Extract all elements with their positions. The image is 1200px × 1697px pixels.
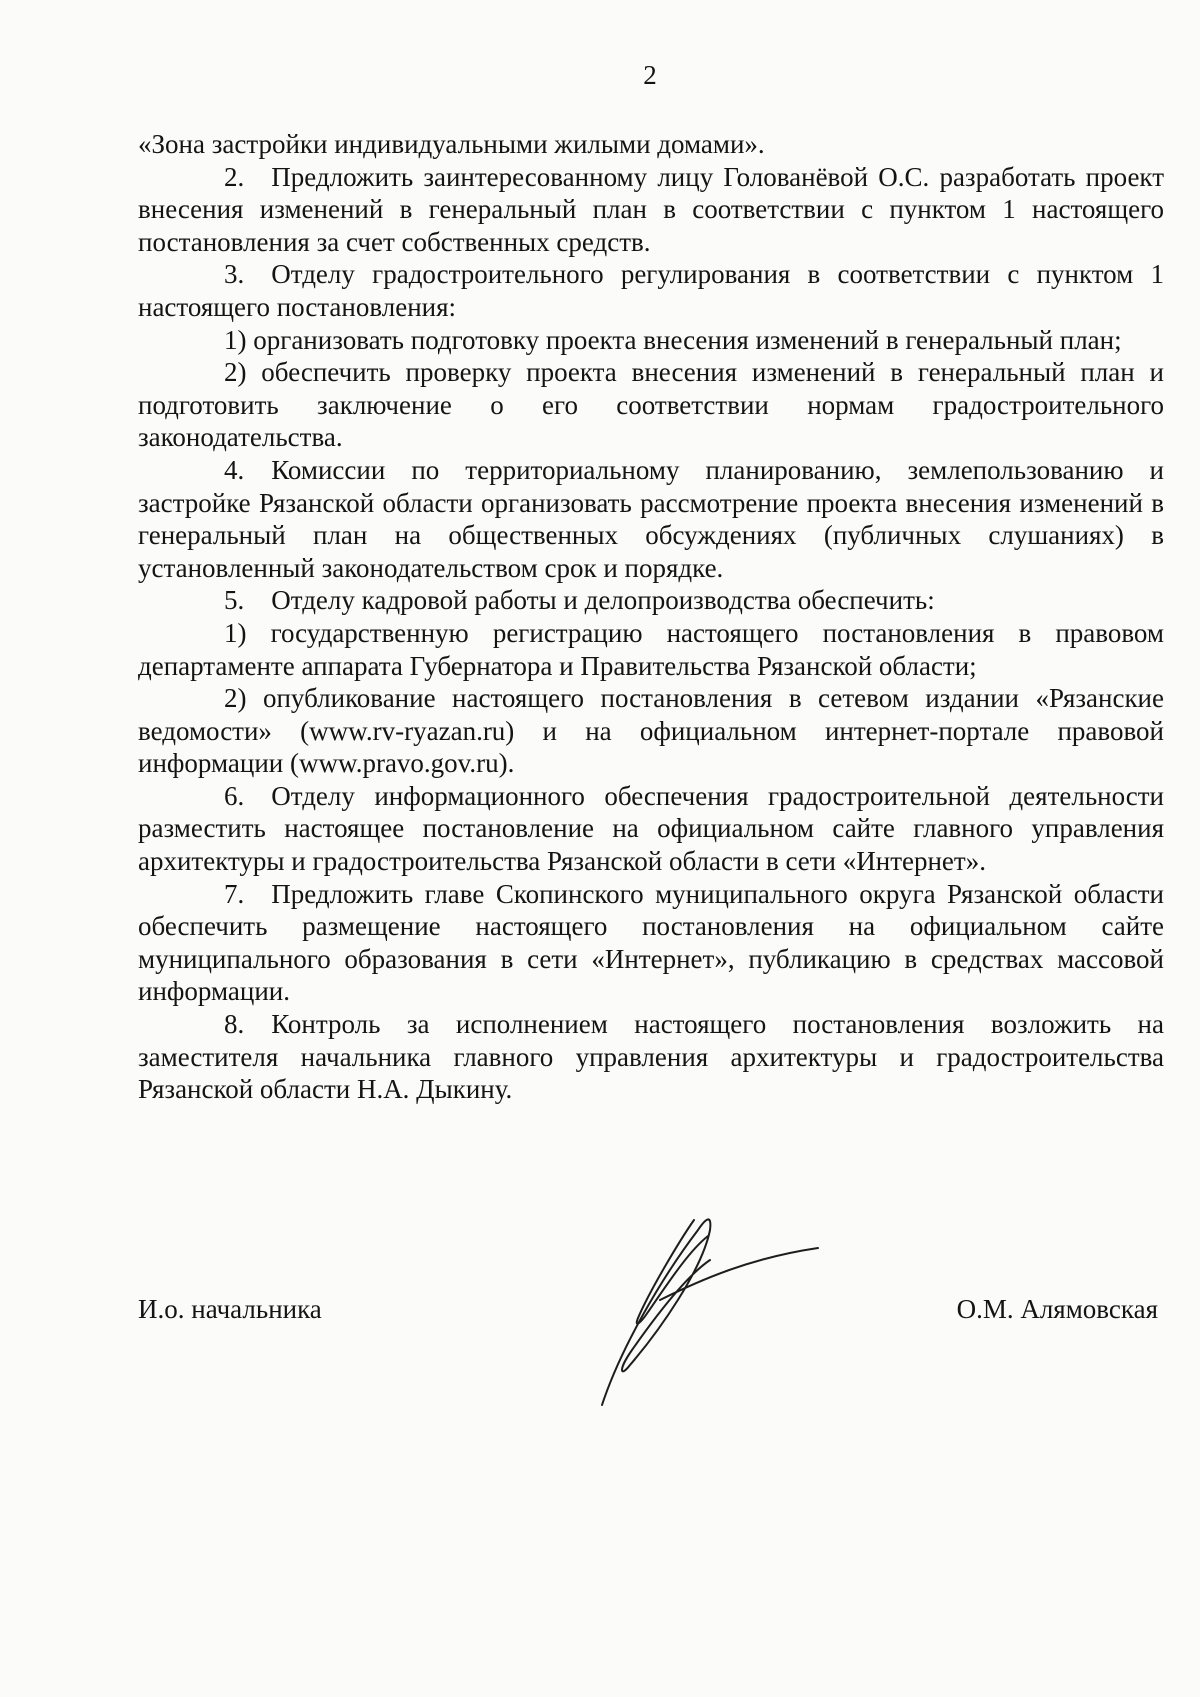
signer-name: О.М. Алямовская (956, 1294, 1158, 1324)
paragraph-item-7: 7. Предложить главе Скопинского муниципального округа Рязанской области обеспечить размещение настоящего постановления на официальном сайте муниципального образования в сети «Интернет», публикацию в средствах массовой информации. (138, 878, 1164, 1007)
paragraph-item-6: 6. Отделу информационного обеспечения градостроительной деятельности разместить настоящее постановление на официальном сайте главного управления архитектуры и градостроительства Рязанской области в сети «Интернет». (138, 780, 1164, 877)
handwritten-signature (590, 1200, 820, 1410)
paragraph-item-8: 8. Контроль за исполнением настоящего постановления возложить на заместителя начальника главного управления архитектуры и градостроительства Рязанской области Н.А. Дыкину. (138, 1009, 1164, 1105)
document-body (138, 128, 1164, 1106)
signature-stroke-main (602, 1219, 710, 1405)
paragraph-item-5: 5. Отделу кадровой работы и делопроизводства обеспечить: (224, 585, 935, 616)
paragraph-item-3-sub-1: 1) организовать подготовку проекта внесения изменений в генеральный план; (224, 324, 1122, 355)
paragraph-item-2: 2. Предложить заинтересованному лицу Голованёвой О.С. разработать проект внесения изменений в генеральный план в соответствии с пунктом 1 настоящего постановления за счет собственных средств. (138, 161, 1164, 257)
paragraph-item-5-sub-2: 2) опубликование настоящего постановления в сетевом издании «Рязанские ведомости» (www.rv-ryazan.ru) и на официальном интернет-портале правовой информации (www.pravo.gov.ru). (138, 683, 1164, 779)
paragraph-item-4: 4. Комиссии по территориальному планированию, землепользованию и застройке Рязанской области организовать рассмотрение проекта внесения изменений в генеральный план на общественных обсуждениях (публичных слушаниях) в установленный законодательством срок и порядке. (138, 454, 1164, 583)
page-number: 2 (643, 60, 657, 90)
signer-position: И.о. начальника (138, 1294, 322, 1324)
paragraph-zone-name: «Зона застройки индивидуальными жилыми домами». (138, 129, 765, 159)
paragraph-item-3: 3. Отделу градостроительного регулирования в соответствии с пунктом 1 настоящего постановления: (138, 259, 1164, 322)
paragraph-item-5-sub-1: 1) государственную регистрацию настоящего постановления в правовом департаменте аппарата Губернатора и Правительства Рязанской области; (138, 617, 1164, 681)
paragraph-item-3-sub-2: 2) обеспечить проверку проекта внесения изменений в генеральный план и подготовить заключение о его соответствии нормам градостроительного законодательства. (138, 357, 1164, 453)
